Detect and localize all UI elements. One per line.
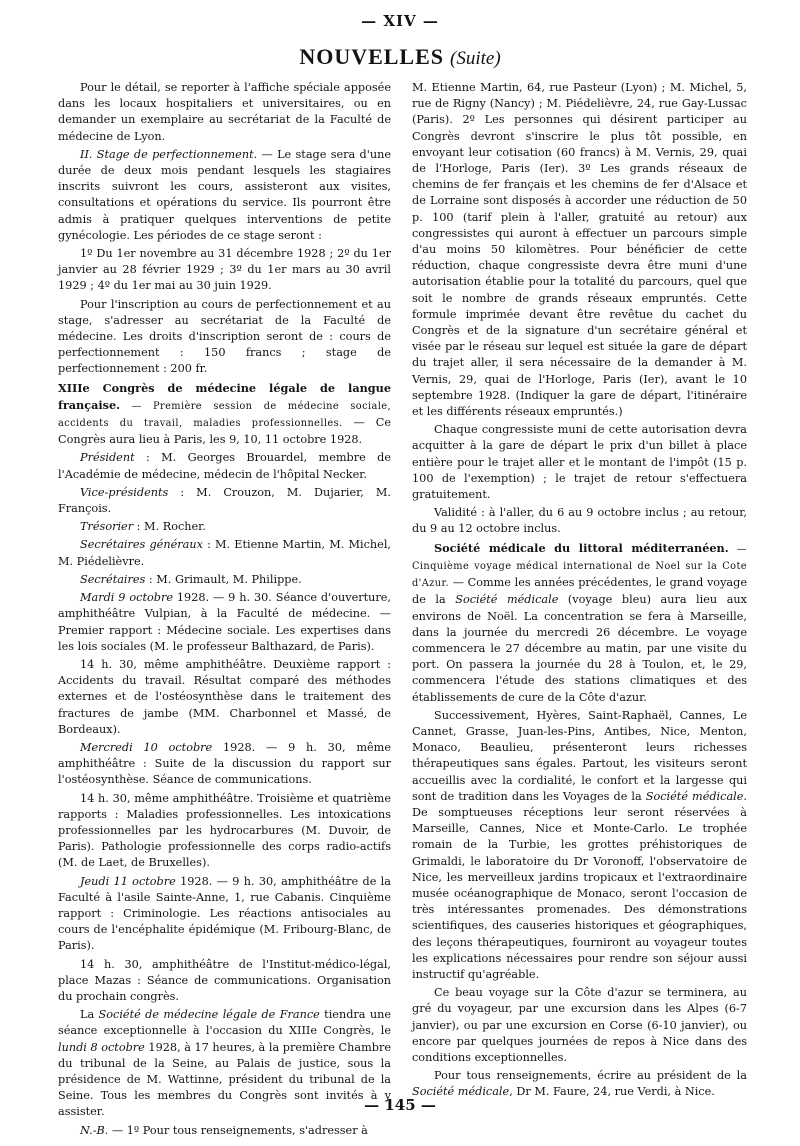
paragraph-renseignements: Pour tous renseignements, écrire au président de la Société médicale, Dr M. Faure, 24, rue Verdi, à Nice.	[412, 1069, 747, 1099]
paragraph-stations: Successivement, Hyères, Saint-Raphaël, Cannes, Le Cannet, Grasse, Juan-les-Pins, Antibes, Nice, Menton, Monaco, Beaulieu, présenteront leurs richesses thérapeutiques sans égales. Partout, les visiteurs seront accueillis avec la cordialité, le confort et la largesse qui sont de tradition dans les Voyages de la Société médicale. De somptueuses réceptions leur seront réservées à Marseille, Cannes, Nice et Monte-Carlo. Le trophée romain de la Turbie, les grottes préhistoriques de Grimaldi, le laboratoire du Dr Voronoff, l'observatoire de Nice, les merveilleux jardins tropicaux et l'extraordinaire musée océanographique de Monaco, seront l'occasion de très intéressantes promenades. Des démonstrations scientifiques, des causeries historiques et géographiques, des leçons thérapeutiques, fourniront au voyageur toutes les explications nécessaires pour rendre son séjour aussi instructif qu'agréable.	[412, 708, 747, 981]
paragraph-periodes: 1º Du 1er novembre au 31 décembre 1928 ; 2º du 1er janvier au 28 février 1929 ; 3º du 1er mars au 30 avril 1929 ; 4º du 1er mai au 30 juin 1929.	[58, 247, 391, 293]
paragraph-excursions: Ce beau voyage sur la Côte d'azur se terminera, au gré du voyageur, par une excursion dans les Alpes (6-7 janvier), ou par une excursion en Corse (6-10 janvier), ou encore par quelques journées de repos à Nice dans des conditions exceptionnelles.	[412, 986, 747, 1064]
congres-heading: XIIIe Congrès de médecine légale de langue française.	[58, 380, 391, 412]
paragraph-mercredi: Mercredi 10 octobre 1928. — 9 h. 30, même amphithéâtre : Suite de la discussion du rapport sur l'ostéosynthèse. Séance de communications.	[58, 740, 392, 787]
littoral-heading: Société médicale du littoral méditerranéen.	[434, 540, 729, 555]
paragraph-tresorier: Trésorier : M. Rocher.	[80, 520, 206, 534]
right-column	[412, 80, 747, 1099]
paragraph-president: Président : M. Georges Brouardel, membre de l'Académie de médecine, médecin de l'hôpital Necker.	[58, 451, 391, 481]
left-column	[58, 80, 392, 1137]
paragraph-secretaires-generaux: Secrétaires généraux : M. Etienne Martin, M. Michel, M. Piédelièvre.	[58, 538, 391, 568]
paragraph-jeudi: Jeudi 11 octobre 1928. — 9 h. 30, amphithéâtre de la Faculté à l'asile Sainte-Anne, 1, rue Cabanis. Cinquième rapport : Criminologie. Les réactions antisociales au cours de l'encéphalite épidémique (M. Fribourg-Blanc, de Paris).	[58, 874, 391, 953]
page-number: — 145 —	[364, 1096, 436, 1114]
paragraph-validite: Validité : à l'aller, du 6 au 9 octobre inclus ; au retour, du 9 au 12 octobre inclus.	[412, 506, 747, 536]
paragraph-societe-littoral: Société médicale du littoral méditerranéen. — Cinquième voyage médical international de Noel sur la Cote d'Azur. — Comme les années précédentes, le grand voyage de la Société médicale (voyage bleu) aura lieu aux environs de Noël. La concentration se fera à Marseille, dans la journée du mercredi 26 décembre. Le voyage commencera le 27 décembre au matin, par une visite du port. On passera la journée du 28 à Toulon, et, le 29, commencera l'étude des stations climatiques et des établissements de cure de la Côte d'azur.	[412, 540, 747, 704]
roman-page-number: — XIV —	[361, 12, 439, 30]
paragraph-jeudi-apres-midi: 14 h. 30, amphithéâtre de l'Institut-médico-légal, place Mazas : Séance de communications. Organisation du prochain congrès.	[58, 957, 391, 1003]
paragraph-mardi: Mardi 9 octobre 1928. — 9 h. 30. Séance d'ouverture, amphithéâtre Vulpian, à la Faculté de médecine. — Premier rapport : Médecine sociale. Les expertises dans les lois sociales (M. le professeur Balthazard, de Paris).	[58, 591, 391, 653]
title-text: NOUVELLES	[299, 44, 445, 69]
paragraph-nota-bene: N.-B. — 1º Pour tous renseignements, s'adresser à	[80, 1123, 368, 1137]
paragraph-inscription: Pour l'inscription au cours de perfectionnement et au stage, s'adresser au secrétariat de la Faculté de médecine. Les droits d'inscription seront de : cours de perfectionnement : 150 francs ; stage de perfectionnement : 200 fr.	[58, 297, 391, 376]
title-suite: (Suite)	[450, 48, 501, 69]
paragraph-congres: XIIIe Congrès de médecine légale de langue française. — Première session de médecine sociale, accidents du travail, maladies professionnelles. — Ce Congrès aura lieu à Paris, les 9, 10, 11 octobre 1928.	[58, 380, 391, 447]
section-title	[0, 44, 800, 70]
paragraph-mardi-apres-midi: 14 h. 30, même amphithéâtre. Deuxième rapport : Accidents du travail. Résultat comparé des méthodes externes et de l'ostéosynthèse dans le traitement des fractures de jambe (MM. Charbonnel et Massé, de Bordeaux).	[58, 657, 391, 736]
paragraph-affiche: Pour le détail, se reporter à l'affiche spéciale apposée dans les locaux hospitaliers et universitaires, ou en demander un exemplaire au secrétariat de la Faculté de médecine de Lyon.	[58, 81, 391, 143]
paragraph-societe-legale: La Société de médecine légale de France tiendra une séance exceptionnelle à l'occasion du XIIIe Congrès, le lundi 8 octobre 1928, à 17 heures, à la première Chambre du tribunal de la Seine, au Palais de justice, sous la présidence de M. Wattinne, président du tribunal de la Seine. Tous les membres du Congrès sont invités à y assister.	[58, 1008, 392, 1119]
paragraph-secretaires: Secrétaires : M. Grimault, M. Philippe.	[80, 572, 302, 586]
paragraph-vice-presidents: Vice-présidents : M. Crouzon, M. Dujarier, M. François.	[58, 485, 391, 516]
paragraph-stage: II. Stage de perfectionnement. — Le stage sera d'une durée de deux mois pendant lesquels les stagiaires inscrits suivront les cours, assisteront aux visites, consultations et opérations du service. Ils pourront être admis à pratiquer quelques interventions de petite gynécologie. Les périodes de ce stage seront :	[58, 147, 391, 242]
paragraph-adresses: M. Etienne Martin, 64, rue Pasteur (Lyon) ; M. Michel, 5, rue de Rigny (Nancy) ; M. Piédelièvre, 24, rue Gay-Lussac (Paris). 2º Les personnes qui désirent participer au Congrès devront s'inscrire le plus tôt possible, en envoyant leur cotisation (60 francs) à M. Vernis, 29, quai de l'Horloge, Paris (Ier). 3º Les grands réseaux de chemins de fer français et les chemins de fer d'Alsace et de Lorraine sont disposés à accorder une réduction de 50 p. 100 (tarif plein à l'aller, gratuité au retour) aux congressistes qui auront à effectuer un parcours simple d'au moins 50 kilomètres. Pour bénéficier de cette réduction, chaque congressiste devra être muni d'une autorisation établie pour la totalité du parcours, quel que soit le nombre de grands réseaux empruntés. Cette formule imprimée devant être revêtue du cachet du Congrès et de la signature d'un secrétaire général et visée par le réseau sur lequel est située la gare de départ du trajet aller, il sera nécessaire de la demander à M. Vernis, 29, quai de l'Horloge, Paris (Ier), avant le 10 septembre 1928. (Indiquer la gare de départ, l'itinéraire et les différents réseaux empruntés.)	[412, 81, 747, 419]
paragraph-autorisation: Chaque congressiste muni de cette autorisation devra acquitter à la gare de départ le prix d'un billet à place entière pour le trajet aller et le montant de l'impôt (15 p. 100 de l'exemption) ; le trajet de retour s'effectuera gratuitement.	[412, 423, 747, 502]
paragraph-mercredi-apres-midi: 14 h. 30, même amphithéâtre. Troisième et quatrième rapports : Maladies professionnelles. Les intoxications professionnelles par les hydrocarbures (M. Duvoir, de Paris). Pathologie professionnelle des corps radio-actifs (M. de Laet, de Bruxelles).	[58, 791, 391, 870]
